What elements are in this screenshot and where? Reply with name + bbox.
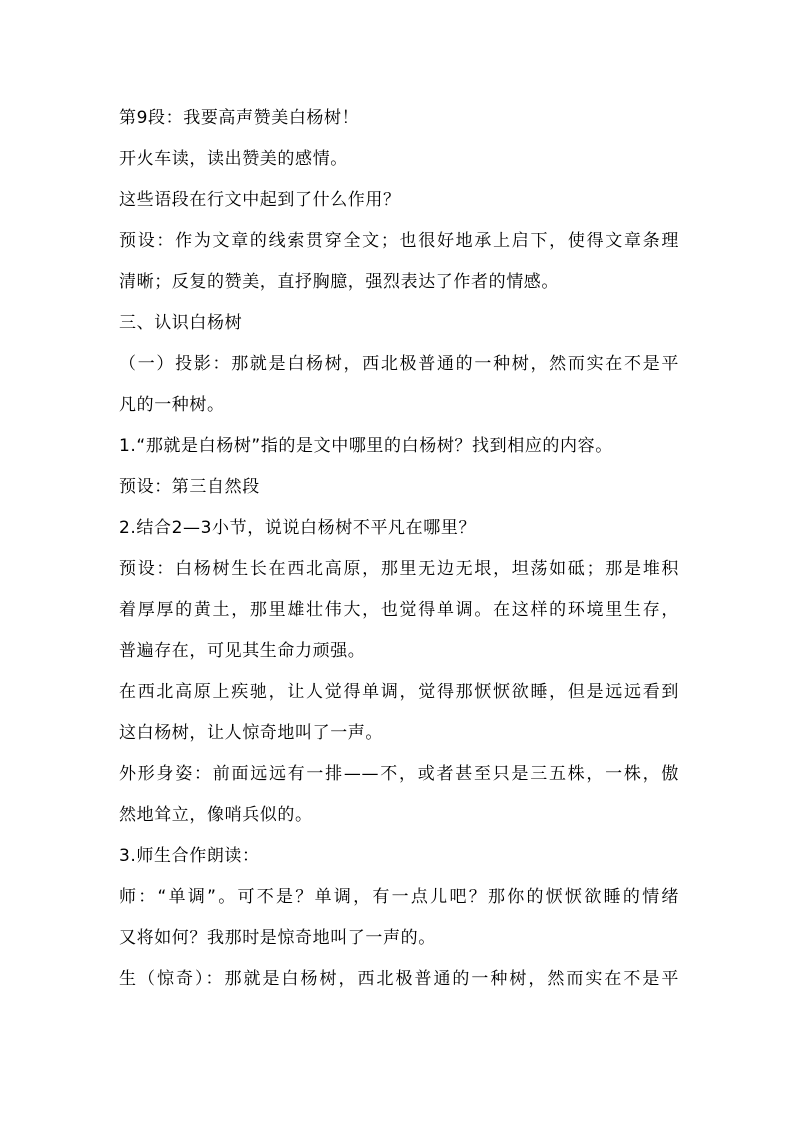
text-line: 预设：作为文章的线索贯穿全文；也很好地承上启下，使得文章条理 [119, 231, 679, 251]
section-heading-paragraph-9: 第9段：我要高声赞美白杨树！ [119, 108, 360, 128]
text-line: 外形身姿：前面远远有一排——不，或者甚至只是三五株，一株，傲 [119, 764, 679, 784]
text-line: 师：“单调”。可不是？单调，有一点儿吧？那你的恹恹欲睡的情绪 [119, 887, 679, 907]
text-line: 预设：第三自然段 [119, 477, 260, 497]
text-line: 在西北高原上疾驰，让人觉得单调，觉得那恹恹欲睡，但是远远看到 [119, 682, 679, 702]
text-line: 预设：白杨树生长在西北高原，那里无边无垠，坦荡如砥；那是堆积 [119, 559, 679, 579]
text-line: 又将如何？我那时是惊奇地叫了一声的。 [119, 928, 436, 948]
text-line: 清晰；反复的赞美，直抒胸臆，强烈表达了作者的情感。 [119, 272, 559, 292]
text-line: 然地耸立，像哨兵似的。 [119, 805, 313, 825]
text-line: 普遍存在，可见其生命力顽强。 [119, 641, 366, 661]
text-line: 这白杨树，让人惊奇地叫了一声。 [119, 723, 383, 743]
section-heading: 三、认识白杨树 [119, 313, 243, 333]
text-line: （一）投影：那就是白杨树，西北极普通的一种树，然而实在不是平 [119, 354, 679, 374]
numbered-question: 3.师生合作朗读： [119, 846, 260, 866]
text-line: 着厚厚的黄土，那里雄壮伟大，也觉得单调。在这样的环境里生存， [119, 600, 679, 620]
text-line: 开火车读，读出赞美的感情。 [119, 149, 348, 169]
question-line: 这些语段在行文中起到了什么作用？ [119, 190, 401, 210]
text-line: 凡的一种树。 [119, 395, 225, 415]
numbered-question: 1.“那就是白杨树”指的是文中哪里的白杨树？找到相应的内容。 [119, 436, 613, 456]
numbered-question: 2.结合2—3小节，说说白杨树不平凡在哪里？ [119, 518, 477, 538]
text-line: 生（惊奇）：那就是白杨树，西北极普通的一种树，然而实在不是平 [119, 969, 679, 989]
